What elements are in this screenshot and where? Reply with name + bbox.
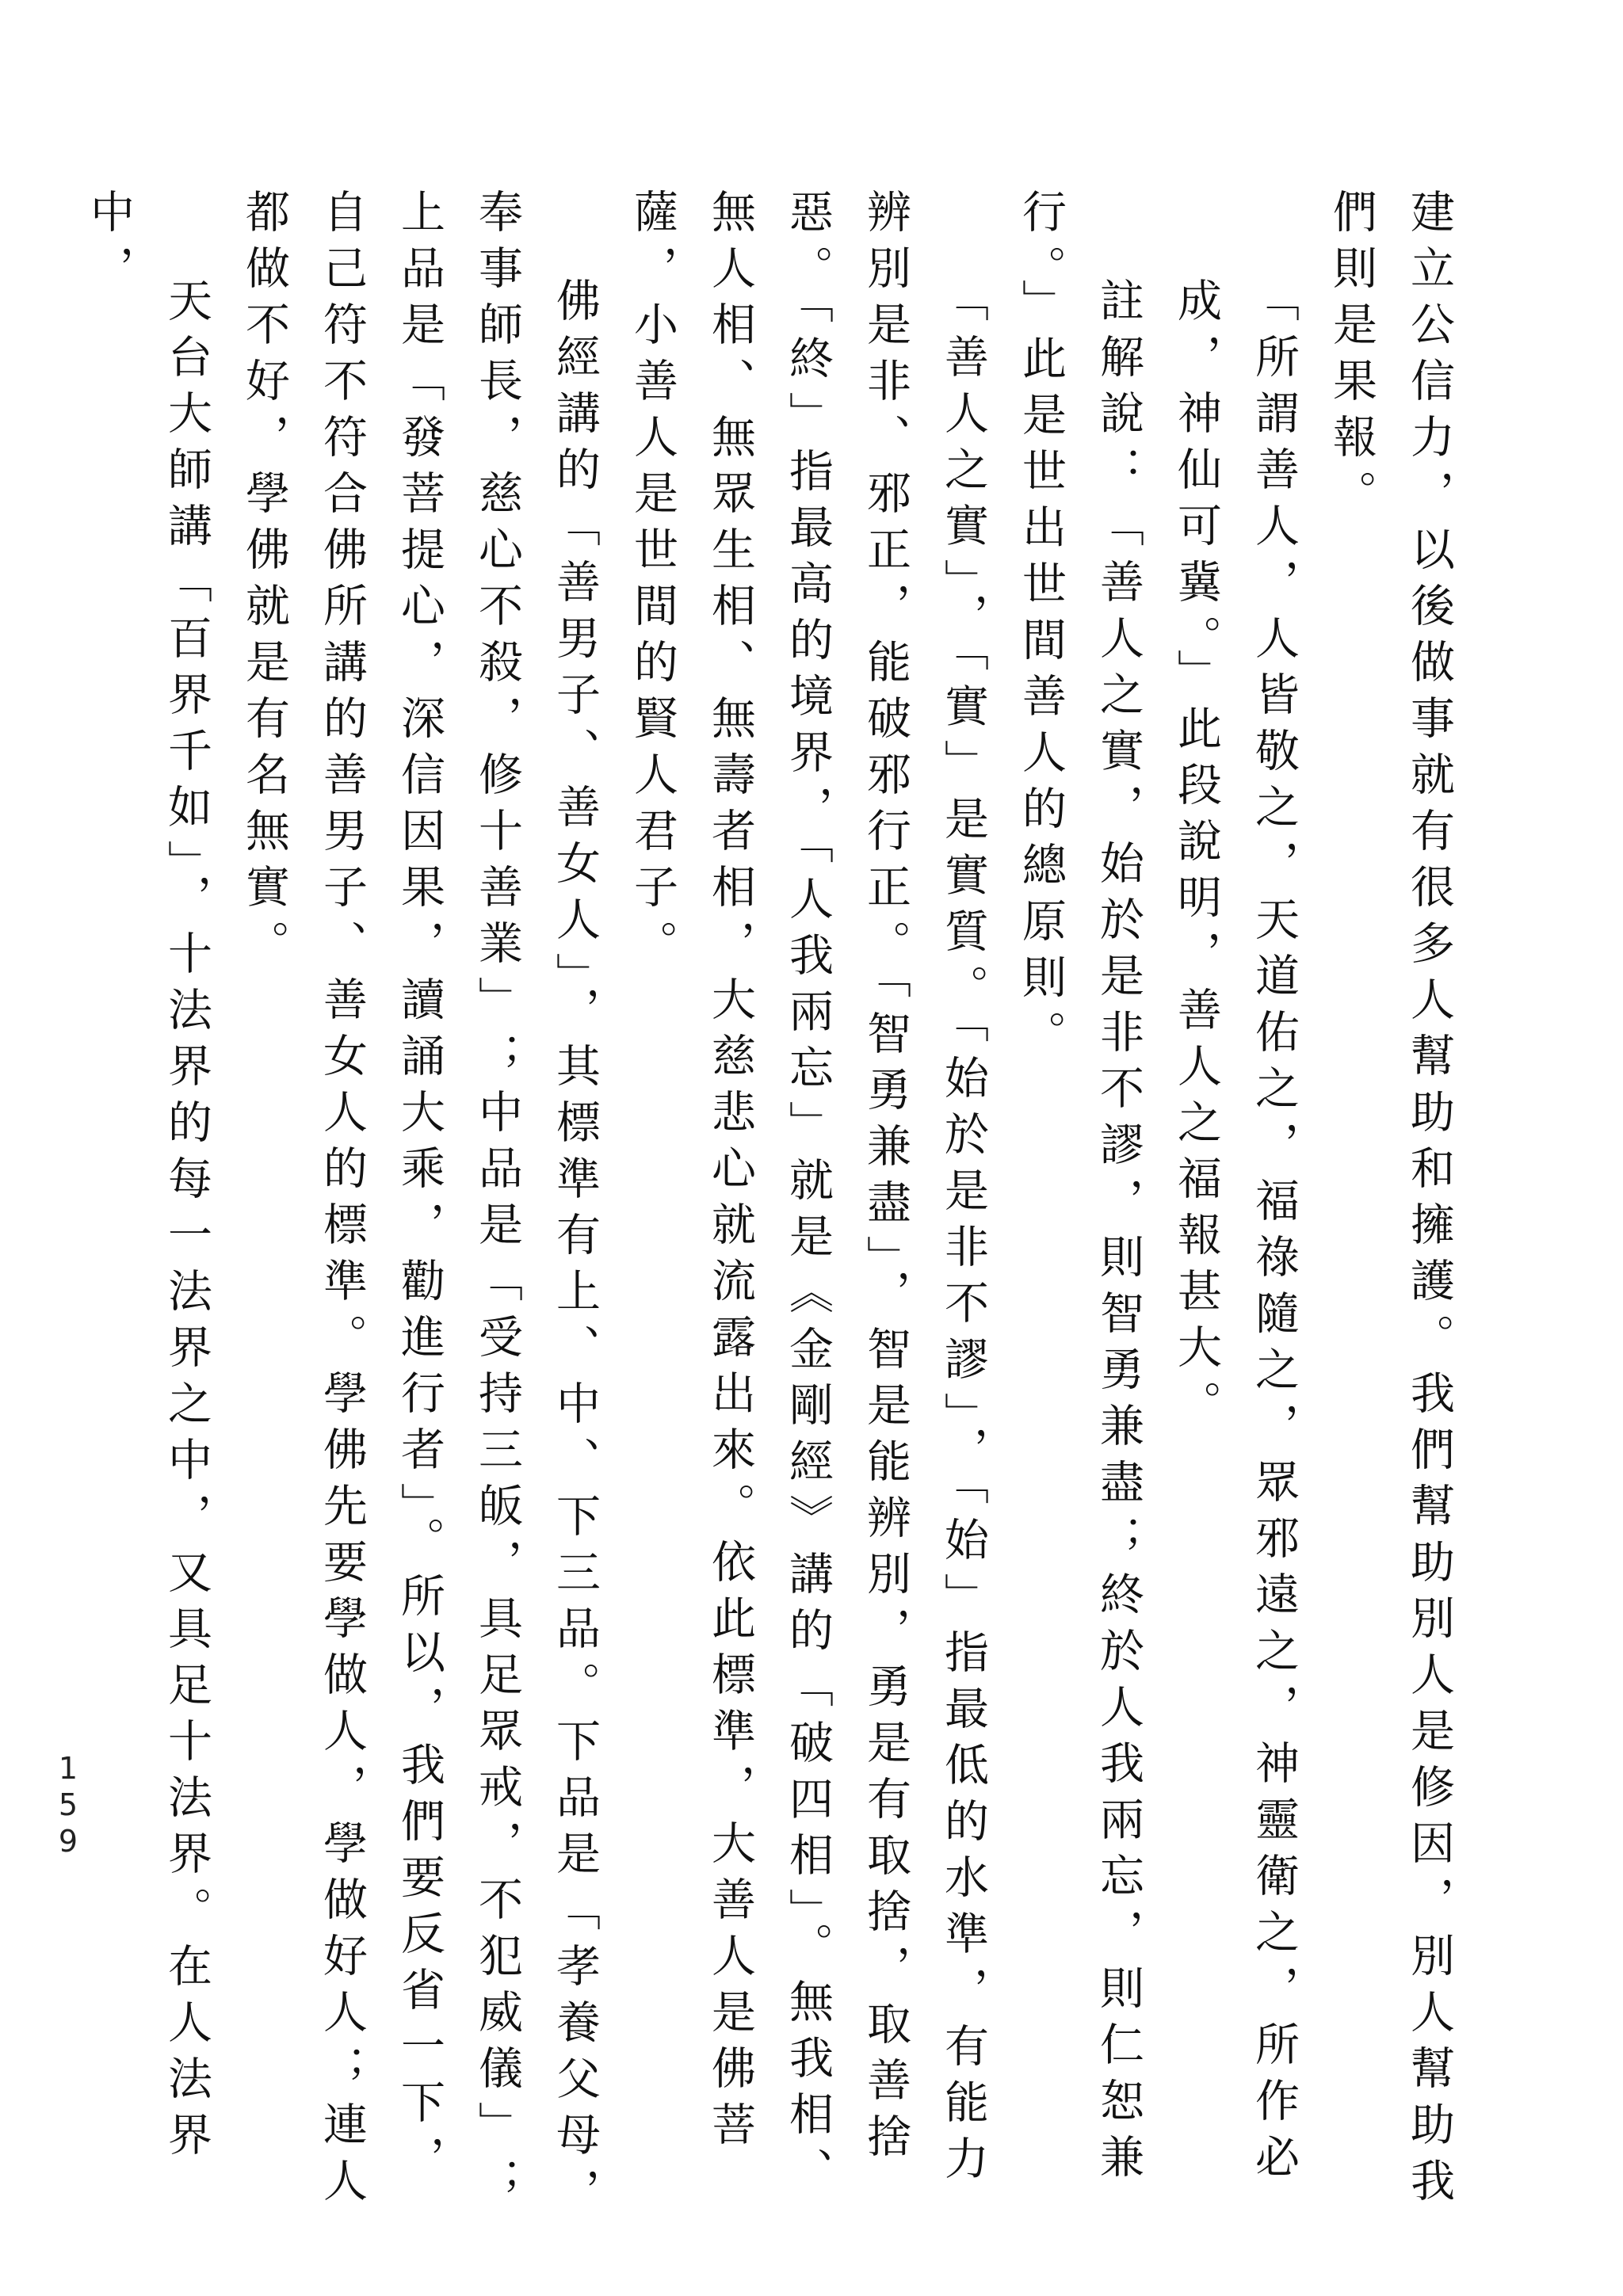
paragraph-4: 「善人之實」，「實」是實質。「始於是非不謬」，「始」指最低的水準，有能力辨別是非、邪正，能破邪行正。「智勇兼盡」，智是能辨別，勇是有取捨，取善捨惡。「終」指最高的境界，「人我兩忘」就是《金剛經》講的「破四相」。無我相、無人相、無眾生相、無壽者相，大慈悲心就流露出來。依此標準，大善人是佛菩薩，小善人是世間的賢人君子。 [627, 189, 989, 2203]
paragraph-1: 建立公信力，以後做事就有很多人幫助和擁護。我們幫助別人是修因，別人幫助我們則是果報。 [1326, 189, 1455, 2214]
paragraph-5: 佛經講的「善男子、善女人」，其標準有上、中、下三品。下品是「孝養父母，奉事師長，慈心不殺，修十善業」；中品是「受持三皈，具足眾戒，不犯威儀」；上品是「發菩提心，深信因果，讀誦大乘，勸進行者」。所以，我們要反省一下，自己符不符合佛所講的善男子、善女人的標準。學佛先要學做人，學做好人；連人都做不好，學佛就是有名無實。 [239, 189, 601, 2224]
paragraph-3-annotation: 註解說：「善人之實，始於是非不謬，則智勇兼盡；終於人我兩忘，則仁恕兼行。」此是世出世間善人的總原則。 [1015, 189, 1144, 2190]
paragraph-2-quote: 「所謂善人，人皆敬之，天道佑之，福祿隨之，眾邪遠之，神靈衛之，所作必成，神仙可冀。」此段說明，善人之福報甚大。 [1170, 277, 1300, 2190]
paragraph-6: 天台大師講「百界千如」，十法界的每一法界之中，又具足十法界。在人法界中， [83, 189, 212, 2168]
page-number: 159 [51, 1751, 86, 1860]
vertical-text-body [57, 189, 1468, 2241]
